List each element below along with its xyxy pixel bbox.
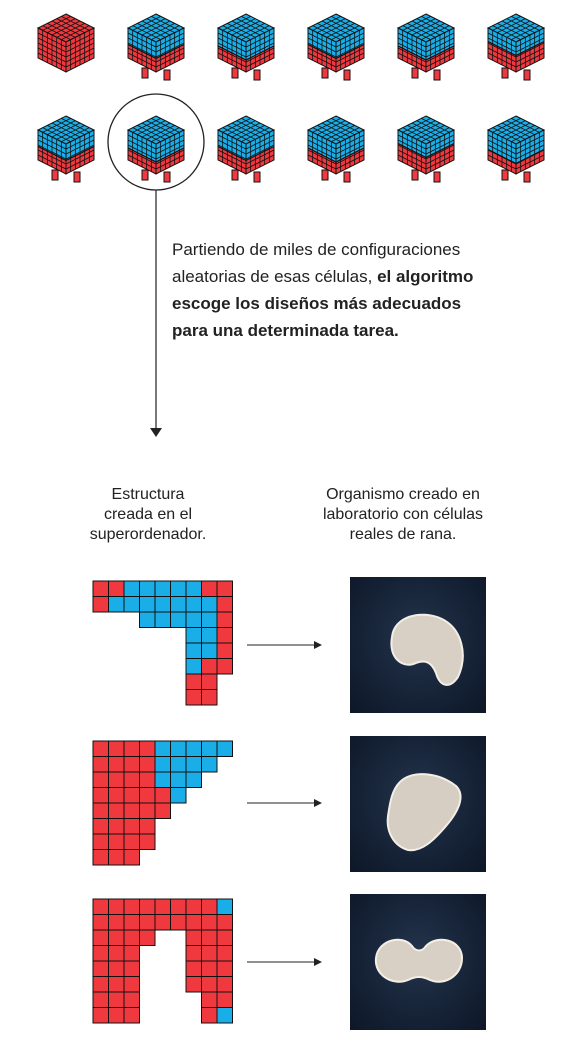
- column-heading-simulated-line-2: creada en el: [103, 506, 193, 523]
- grid-cell: [93, 977, 109, 993]
- grid-cell: [140, 612, 156, 628]
- grid-cell: [155, 581, 171, 597]
- grid-cell: [109, 961, 125, 977]
- grid-cell: [202, 674, 218, 690]
- grid-cell: [140, 757, 156, 773]
- grid-cell: [202, 930, 218, 946]
- grid-cell: [93, 850, 109, 866]
- grid-cell: [171, 741, 187, 757]
- grid-cell: [109, 834, 125, 850]
- grid-cell: [202, 992, 218, 1008]
- caption-line-2: aleatorias de esas células,: [172, 267, 378, 286]
- caption-line-3: escoge los diseños más adecuados: [172, 294, 462, 313]
- grid-cell: [217, 597, 233, 613]
- column-heading-simulated: [68, 485, 228, 545]
- grid-cell: [140, 899, 156, 915]
- grid-cell: [171, 612, 187, 628]
- grid-cell: [140, 819, 156, 835]
- grid-cell: [93, 899, 109, 915]
- pointer-arrowhead: [150, 428, 162, 437]
- grid-cell: [202, 977, 218, 993]
- voxel-leg: [344, 70, 350, 80]
- grid-cell: [186, 659, 202, 675]
- voxel-cube: [38, 14, 94, 72]
- grid-cell: [109, 597, 125, 613]
- voxel-leg: [412, 68, 418, 78]
- column-heading-organism-line-3: reales de rana.: [349, 526, 457, 543]
- grid-cell: [217, 915, 233, 931]
- grid-cell: [124, 850, 140, 866]
- organism-photo-3: [350, 894, 486, 1030]
- voxel-cube: [218, 14, 274, 80]
- grid-cell: [124, 757, 140, 773]
- organism-shape-2: [388, 774, 461, 850]
- corner-design-grid: [93, 581, 233, 705]
- grid-cell: [186, 930, 202, 946]
- grid-cell: [93, 597, 109, 613]
- grid-cell: [202, 612, 218, 628]
- grid-cell: [155, 757, 171, 773]
- grid-cell: [140, 788, 156, 804]
- grid-cell: [171, 597, 187, 613]
- grid-cell: [124, 741, 140, 757]
- grid-cell: [93, 930, 109, 946]
- voxel-leg: [434, 70, 440, 80]
- voxel-cube: [128, 14, 184, 80]
- voxel-leg: [254, 172, 260, 182]
- grid-cell: [155, 772, 171, 788]
- grid-cell: [124, 772, 140, 788]
- grid-cell: [124, 1008, 140, 1024]
- grid-cell: [109, 803, 125, 819]
- grid-cell: [109, 977, 125, 993]
- grid-cell: [124, 992, 140, 1008]
- grid-cell: [186, 628, 202, 644]
- explanation-caption: [172, 236, 542, 344]
- grid-cell: [109, 930, 125, 946]
- grid-cell: [171, 899, 187, 915]
- grid-cell: [93, 915, 109, 931]
- grid-cell: [93, 834, 109, 850]
- grid-cell: [155, 803, 171, 819]
- grid-cell: [202, 741, 218, 757]
- grid-cell: [217, 946, 233, 962]
- grid-cell: [202, 690, 218, 706]
- grid-cell: [186, 961, 202, 977]
- grid-cell: [202, 899, 218, 915]
- grid-cell: [186, 977, 202, 993]
- grid-cell: [186, 757, 202, 773]
- voxel-leg: [502, 170, 508, 180]
- grid-cell: [140, 597, 156, 613]
- grid-cell: [93, 772, 109, 788]
- grid-cell: [186, 915, 202, 931]
- grid-cell: [140, 741, 156, 757]
- grid-cell: [202, 628, 218, 644]
- grid-cell: [93, 803, 109, 819]
- design-arrows: [247, 641, 322, 966]
- grid-cell: [186, 772, 202, 788]
- grid-cell: [93, 741, 109, 757]
- grid-cell: [186, 597, 202, 613]
- voxel-leg: [254, 70, 260, 80]
- voxel-leg: [142, 170, 148, 180]
- grid-cell: [93, 946, 109, 962]
- grid-cell: [202, 961, 218, 977]
- grid-cell: [186, 741, 202, 757]
- grid-cell: [140, 581, 156, 597]
- grid-cell: [217, 659, 233, 675]
- grid-cell: [109, 581, 125, 597]
- grid-cell: [202, 597, 218, 613]
- grid-cell: [186, 643, 202, 659]
- grid-cell: [202, 915, 218, 931]
- voxel-leg: [142, 68, 148, 78]
- caption-line-4: para una determinada tarea.: [172, 321, 399, 340]
- grid-cell: [155, 612, 171, 628]
- grid-cell: [217, 581, 233, 597]
- column-heading-simulated-line-1: Estructura: [111, 486, 185, 503]
- grid-cell: [93, 992, 109, 1008]
- voxel-leg: [344, 172, 350, 182]
- grid-cell: [93, 961, 109, 977]
- grid-cell: [217, 977, 233, 993]
- grid-cell: [109, 946, 125, 962]
- grid-cell: [202, 1008, 218, 1024]
- organism-shape-3: [376, 940, 462, 982]
- grid-cell: [202, 643, 218, 659]
- voxel-leg: [524, 70, 530, 80]
- grid-cell: [109, 772, 125, 788]
- grid-cell: [109, 992, 125, 1008]
- grid-cell: [202, 659, 218, 675]
- grid-cell: [124, 930, 140, 946]
- design-arrow-head: [314, 958, 322, 966]
- grid-cell: [217, 612, 233, 628]
- grid-cell: [109, 1008, 125, 1024]
- voxel-leg: [412, 170, 418, 180]
- grid-cell: [124, 961, 140, 977]
- grid-cell: [155, 597, 171, 613]
- organism-shape-1: [391, 615, 462, 685]
- column-heading-organism: [298, 485, 508, 545]
- column-heading-organism-line-1: Organismo creado en: [326, 486, 480, 503]
- voxel-leg: [164, 172, 170, 182]
- grid-cell: [124, 946, 140, 962]
- voxel-leg: [502, 68, 508, 78]
- grid-cell: [171, 772, 187, 788]
- grid-cell: [140, 915, 156, 931]
- grid-cell: [124, 581, 140, 597]
- grid-cell: [109, 788, 125, 804]
- grid-cell: [155, 741, 171, 757]
- grid-cell: [140, 803, 156, 819]
- grid-cell: [124, 834, 140, 850]
- voxel-leg: [52, 170, 58, 180]
- grid-cell: [171, 757, 187, 773]
- grid-cell: [109, 819, 125, 835]
- grid-cell: [217, 930, 233, 946]
- grid-cell: [124, 803, 140, 819]
- grid-cell: [140, 930, 156, 946]
- voxel-leg: [232, 170, 238, 180]
- voxel-cube: [488, 116, 544, 182]
- grid-cell: [186, 581, 202, 597]
- voxel-cube: [128, 116, 184, 182]
- design-arrow-head: [314, 641, 322, 649]
- grid-cell: [186, 690, 202, 706]
- grid-cell: [124, 977, 140, 993]
- grid-cell: [186, 612, 202, 628]
- grid-cell: [93, 757, 109, 773]
- grid-cell: [171, 581, 187, 597]
- voxel-cube: [38, 116, 94, 182]
- grid-cell: [217, 1008, 233, 1024]
- grid-cell: [202, 757, 218, 773]
- triangle-design-grid: [93, 741, 233, 865]
- grid-cell: [93, 581, 109, 597]
- grid-cell: [124, 788, 140, 804]
- grid-cell: [155, 899, 171, 915]
- grid-cell: [109, 899, 125, 915]
- voxel-cube: [488, 14, 544, 80]
- grid-cell: [171, 788, 187, 804]
- voxel-cube: [398, 14, 454, 80]
- voxel-leg: [232, 68, 238, 78]
- grid-cell: [109, 741, 125, 757]
- voxel-leg: [524, 172, 530, 182]
- grid-cell: [124, 819, 140, 835]
- column-heading-simulated-line-3: superordenador.: [89, 526, 207, 543]
- voxel-leg: [322, 68, 328, 78]
- grid-cell: [217, 899, 233, 915]
- grid-cell: [93, 1008, 109, 1024]
- grid-cell: [109, 850, 125, 866]
- voxel-leg: [74, 172, 80, 182]
- grid-cell: [202, 581, 218, 597]
- grid-cell: [186, 674, 202, 690]
- grid-cell: [140, 834, 156, 850]
- grid-cell: [124, 915, 140, 931]
- grid-cell: [202, 946, 218, 962]
- grid-cell: [109, 757, 125, 773]
- grid-cell: [109, 915, 125, 931]
- grid-cell: [124, 597, 140, 613]
- voxel-cube: [398, 116, 454, 182]
- grid-cell: [217, 961, 233, 977]
- voxel-leg: [164, 70, 170, 80]
- design-arrow-head: [314, 799, 322, 807]
- voxel-cube: [308, 116, 364, 182]
- grid-cell: [186, 899, 202, 915]
- grid-cell: [93, 819, 109, 835]
- grid-cell: [217, 628, 233, 644]
- grid-cell: [217, 643, 233, 659]
- grid-cell: [155, 915, 171, 931]
- voxel-leg: [434, 172, 440, 182]
- caption-line-2-bold: el algoritmo: [377, 267, 474, 286]
- voxel-leg: [322, 170, 328, 180]
- grid-cell: [93, 788, 109, 804]
- organism-photo-2: [350, 736, 486, 872]
- grid-cell: [155, 788, 171, 804]
- grid-cell: [217, 741, 233, 757]
- caption-line-1: Partiendo de miles de configuraciones: [172, 240, 461, 259]
- voxel-cube: [308, 14, 364, 80]
- voxel-cube: [218, 116, 274, 182]
- grid-cell: [124, 899, 140, 915]
- column-heading-organism-line-2: laboratorio con células: [322, 506, 484, 523]
- grid-cell: [140, 772, 156, 788]
- arch-design-grid: [93, 899, 233, 1023]
- designs-grids: [93, 581, 233, 1023]
- grid-cell: [171, 915, 187, 931]
- grid-cell: [186, 946, 202, 962]
- grid-cell: [217, 992, 233, 1008]
- voxel-cube-gallery: [38, 14, 544, 182]
- organism-photo-1: [350, 577, 486, 713]
